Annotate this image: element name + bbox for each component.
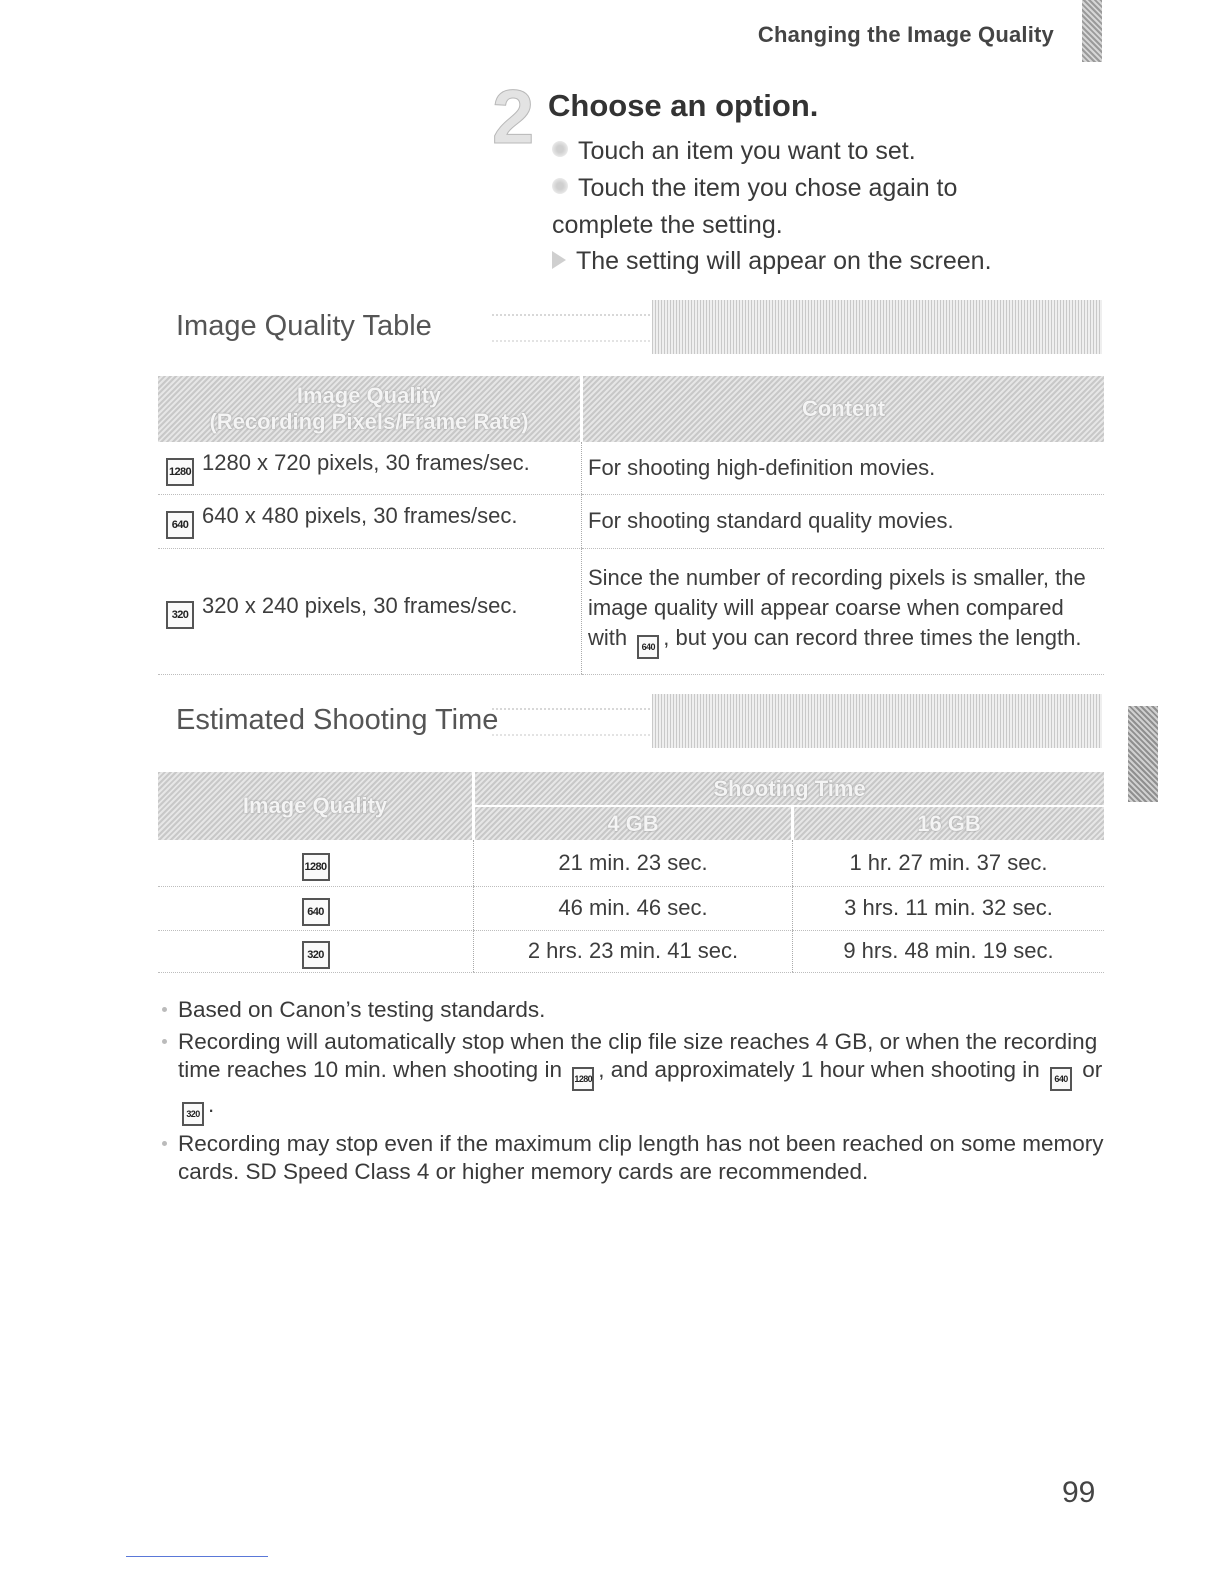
quality-text: 1280 x 720 pixels, 30 frames/sec. (202, 449, 530, 475)
footnote (160, 996, 1110, 1024)
bottom-rule (126, 1556, 268, 1557)
step-number: 2 (492, 75, 535, 160)
step-result (552, 246, 992, 276)
footnote-text: Based on Canon’s testing standards. (178, 997, 546, 1022)
step-line-text: The setting will appear on the screen. (576, 247, 992, 275)
step-instruction-continued: complete the setting. (552, 211, 783, 239)
movie-1280-icon: 1280 (572, 1067, 594, 1091)
footnote-text: Recording may stop even if the maximum clip length has not been reached on some memory cards. SD Speed Class 4 or higher memory cards are recommended. (178, 1131, 1104, 1184)
movie-640-icon: 640 (302, 898, 330, 926)
quality-cell (158, 494, 582, 548)
section-dots (492, 708, 662, 736)
section-band (652, 694, 1102, 748)
content-cell: For shooting standard quality movies. (582, 494, 1105, 548)
time-16gb-cell: 9 hrs. 48 min. 19 sec. (793, 930, 1105, 972)
side-tab-marker (1128, 706, 1158, 802)
result-arrow-icon (552, 251, 566, 269)
section-header-quality (162, 300, 1102, 354)
column-header-quality (158, 376, 582, 442)
chapter-tab-marker (1082, 0, 1102, 62)
movie-320-icon: 320 (302, 941, 330, 969)
step-title: Choose an option. (548, 88, 819, 123)
quality-cell (158, 930, 474, 972)
time-4gb-cell: 46 min. 46 sec. (474, 886, 793, 930)
footnotes (160, 996, 1110, 1190)
column-header-quality: Image Quality (158, 772, 474, 840)
movie-640-icon: 640 (637, 635, 659, 659)
content-cell (582, 548, 1105, 674)
movie-640-icon: 640 (166, 511, 194, 539)
table-row (158, 494, 1104, 548)
quality-cell (158, 840, 474, 886)
movie-320-icon: 320 (166, 601, 194, 629)
footnote (160, 1028, 1110, 1126)
step-instruction (552, 136, 916, 166)
column-group-header: Shooting Time (474, 772, 1105, 806)
bullet-icon (552, 141, 568, 157)
content-cell: For shooting high-definition movies. (582, 442, 1105, 494)
section-title: Image Quality Table (176, 310, 432, 342)
quality-text: 320 x 240 pixels, 30 frames/sec. (202, 593, 518, 618)
page-number: 99 (1062, 1476, 1096, 1509)
footnote (160, 1130, 1110, 1186)
step-line-text: Touch the item you chose again to (578, 174, 958, 202)
movie-640-icon: 640 (1050, 1067, 1072, 1091)
quality-cell (158, 886, 474, 930)
step-line-text: Touch an item you want to set. (578, 137, 916, 165)
section-band (652, 300, 1102, 354)
section-dots (492, 314, 662, 342)
header-line: (Recording Pixels/Frame Rate) (209, 409, 529, 434)
table-row (158, 442, 1104, 494)
table-row (158, 886, 1104, 930)
time-4gb-cell: 21 min. 23 sec. (474, 840, 793, 886)
quality-cell (158, 442, 582, 494)
footnote-text: , and approximately 1 hour when shooting in (598, 1057, 1040, 1082)
quality-text: 640 x 480 pixels, 30 frames/sec. (202, 503, 518, 528)
movie-1280-icon: 1280 (302, 853, 330, 881)
section-header-time (162, 694, 1102, 748)
footnote-text: Recording will automatically stop when the clip file size reaches 4 GB, or when the recording time reaches 10 min. when shooting in (178, 1029, 1098, 1082)
bullet-icon (552, 178, 568, 194)
table-row (158, 930, 1104, 972)
column-header-4gb: 4 GB (474, 806, 793, 840)
step-instruction (552, 173, 957, 203)
table-row (158, 548, 1104, 674)
movie-1280-icon: 1280 (166, 458, 194, 486)
movie-320-icon: 320 (182, 1102, 204, 1126)
content-text: , but you can record three times the length. (663, 625, 1082, 650)
content-text: Since the number of recording pixels is smaller, the image quality will appear coarse when compared with (588, 565, 1086, 650)
time-4gb-cell: 2 hrs. 23 min. 41 sec. (474, 930, 793, 972)
shooting-time-table (158, 772, 1104, 973)
time-16gb-cell: 3 hrs. 11 min. 32 sec. (793, 886, 1105, 930)
column-header-content: Content (582, 376, 1105, 442)
running-head: Changing the Image Quality (757, 22, 1054, 47)
quality-cell (158, 548, 582, 674)
section-title: Estimated Shooting Time (176, 704, 499, 736)
footnote-text: or (1082, 1057, 1103, 1082)
footnote-text: . (208, 1092, 215, 1117)
image-quality-table (158, 376, 1104, 675)
header-line: Image Quality (296, 383, 442, 408)
table-row (158, 840, 1104, 886)
time-16gb-cell: 1 hr. 27 min. 37 sec. (793, 840, 1105, 886)
column-header-16gb: 16 GB (793, 806, 1105, 840)
